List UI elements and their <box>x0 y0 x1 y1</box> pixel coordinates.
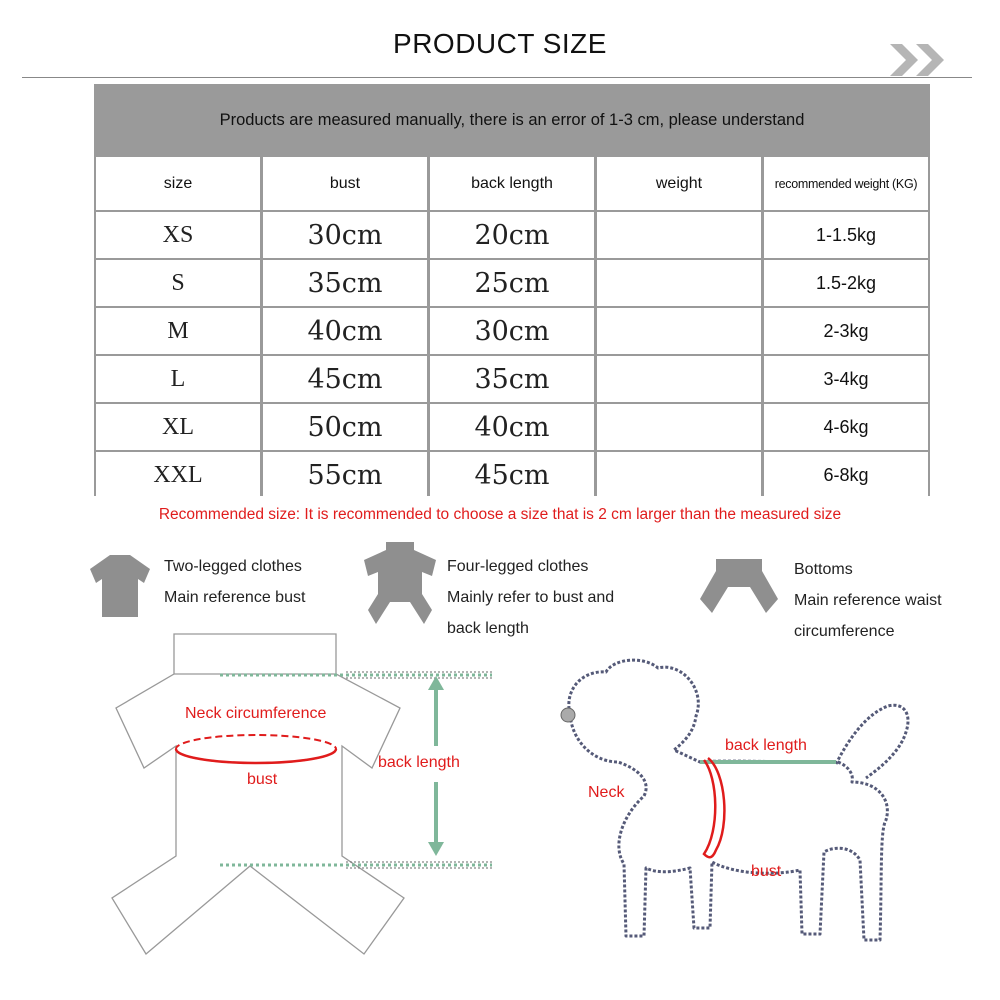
two-legged-clothes-icon <box>88 553 152 619</box>
table-cell-size: XL <box>96 404 260 450</box>
bottoms-icon <box>700 557 780 617</box>
reference-title: Two-legged clothes <box>164 558 302 575</box>
table-cell-back-length: 30cm <box>430 308 594 354</box>
reference-title: Bottoms <box>794 561 853 578</box>
table-cell-back-length: 45cm <box>430 452 594 498</box>
table-cell-size: L <box>96 356 260 402</box>
table-cell-back-length: 40cm <box>430 404 594 450</box>
header-weight: weight <box>597 157 761 210</box>
table-cell-bust: 40cm <box>263 308 427 354</box>
table-cell-bust: 30cm <box>263 212 427 258</box>
reference-detail: back length <box>447 620 529 637</box>
page-title: PRODUCT SIZE <box>393 28 607 59</box>
reference-detail: Main reference waist <box>794 592 942 609</box>
table-cell-recommended: 1-1.5kg <box>764 212 928 258</box>
two-legged-reference <box>164 551 305 613</box>
table-cell-bust: 50cm <box>263 404 427 450</box>
table-cell-back-length: 25cm <box>430 260 594 306</box>
double-chevron-right-icon <box>890 42 950 78</box>
table-cell-back-length: 35cm <box>430 356 594 402</box>
back-length-label: back length <box>378 754 460 771</box>
table-cell-recommended: 2-3kg <box>764 308 928 354</box>
table-cell-weight <box>597 404 761 450</box>
dog-back-length-label: back length <box>725 737 807 754</box>
header-back-length: back length <box>430 157 594 210</box>
garment-measurement-diagram <box>110 628 510 958</box>
table-cell-back-length: 20cm <box>430 212 594 258</box>
reference-detail: Main reference bust <box>164 589 306 606</box>
reference-detail: circumference <box>794 623 895 640</box>
table-cell-size: XS <box>96 212 260 258</box>
measurement-notice: Products are measured manually, there is an error of 1-3 cm, please understand <box>219 110 805 129</box>
table-cell-size: S <box>96 260 260 306</box>
table-cell-size: XXL <box>96 452 260 498</box>
header-recommended-weight: recommended weight (KG) <box>764 157 928 210</box>
dog-neck-label: Neck <box>588 784 625 801</box>
table-cell-weight <box>597 212 761 258</box>
bust-label: bust <box>247 771 278 788</box>
dog-bust-label: bust <box>751 863 782 880</box>
table-cell-recommended: 4-6kg <box>764 404 928 450</box>
header-size: size <box>96 157 260 210</box>
header-bust: bust <box>263 157 427 210</box>
table-cell-weight <box>597 452 761 498</box>
table-cell-size: M <box>96 308 260 354</box>
table-cell-bust: 55cm <box>263 452 427 498</box>
reference-title: Four-legged clothes <box>447 558 589 575</box>
four-legged-clothes-icon <box>360 540 440 626</box>
table-cell-bust: 45cm <box>263 356 427 402</box>
bottoms-reference <box>794 554 942 647</box>
size-recommendation: Recommended size: It is recommended to choose a size that is 2 cm larger than the measured size <box>158 506 842 523</box>
title-divider <box>22 77 972 78</box>
reference-detail: Mainly refer to bust and <box>447 589 615 606</box>
table-cell-recommended: 1.5-2kg <box>764 260 928 306</box>
neck-circumference-label: Neck circumference <box>185 705 327 722</box>
table-cell-bust: 35cm <box>263 260 427 306</box>
table-cell-weight <box>597 260 761 306</box>
table-cell-weight <box>597 308 761 354</box>
table-cell-weight <box>597 356 761 402</box>
size-table <box>94 84 930 496</box>
table-cell-recommended: 6-8kg <box>764 452 928 498</box>
table-cell-recommended: 3-4kg <box>764 356 928 402</box>
